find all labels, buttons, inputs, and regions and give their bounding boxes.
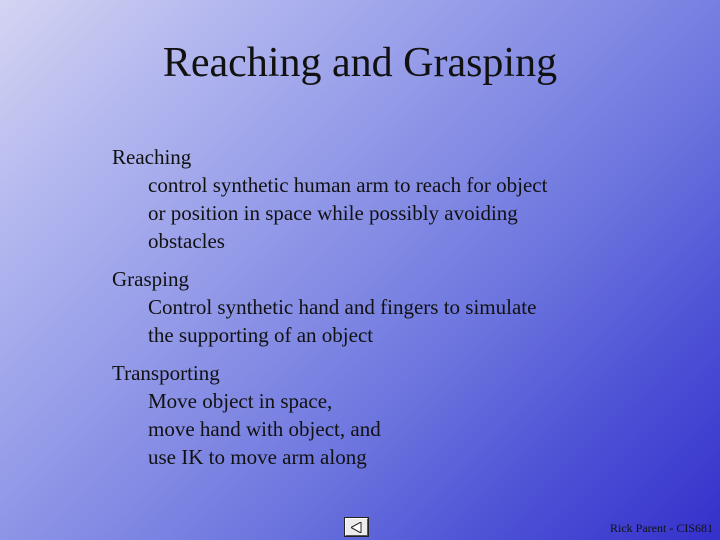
section-reaching — [112, 143, 672, 255]
section-transporting — [112, 359, 672, 471]
slide-title: Reaching and Grasping — [162, 40, 558, 86]
section-line: use IK to move arm along — [148, 445, 367, 469]
section-line: move hand with object, and — [148, 417, 381, 441]
section-heading-grasping: Grasping — [112, 267, 189, 291]
section-line: the supporting of an object — [148, 323, 374, 347]
slide-footer: Rick Parent - CIS681 — [610, 521, 713, 535]
slide-content — [112, 143, 672, 481]
section-body-grasping — [112, 293, 672, 349]
section-line: obstacles — [148, 229, 225, 253]
section-line: control synthetic human arm to reach for object — [148, 173, 548, 197]
triangle-left-icon — [351, 522, 362, 533]
section-line: Move object in space, — [148, 389, 333, 413]
section-grasping — [112, 265, 672, 349]
previous-slide-button[interactable] — [345, 518, 368, 536]
section-body-transporting — [112, 387, 672, 471]
section-line: Control synthetic hand and fingers to simulate — [148, 295, 537, 319]
section-heading-transporting: Transporting — [112, 361, 220, 385]
section-heading-reaching: Reaching — [112, 145, 192, 169]
section-body-reaching — [112, 171, 672, 255]
section-line: or position in space while possibly avoiding — [148, 201, 518, 225]
